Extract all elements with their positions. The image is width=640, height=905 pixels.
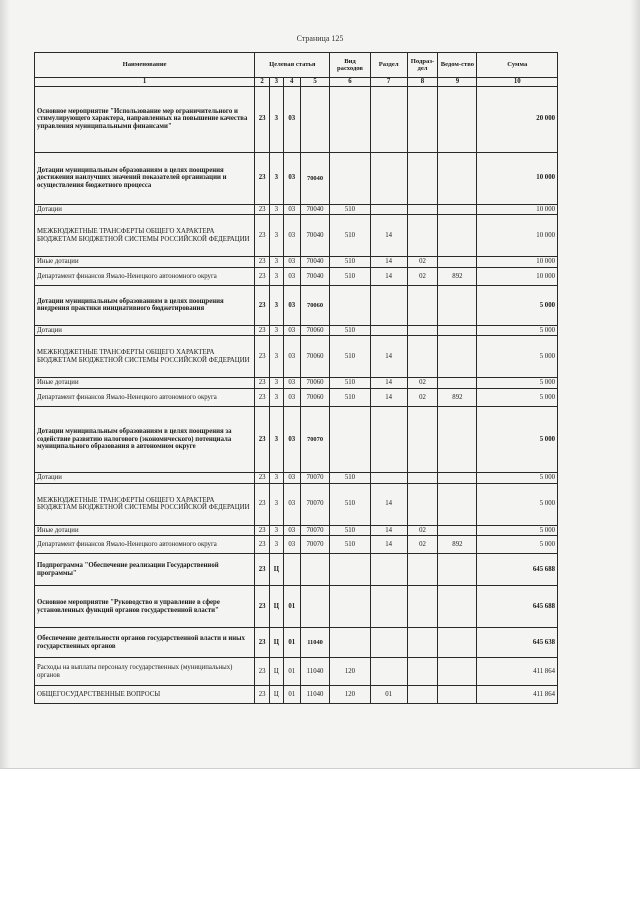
section-code: 14 — [370, 483, 407, 525]
code-part: 23 — [255, 389, 270, 407]
code-number: 70040 — [300, 204, 330, 215]
row-sum: 10 000 — [477, 257, 558, 268]
code-number: 70070 — [300, 536, 330, 554]
code-part: 3 — [270, 483, 284, 525]
table-row — [35, 686, 558, 704]
col-number: 9 — [438, 78, 477, 87]
department-code — [438, 407, 477, 473]
code-part: 23 — [255, 285, 270, 325]
subsection-code — [407, 285, 438, 325]
code-number: 70060 — [300, 389, 330, 407]
table-row — [35, 285, 558, 325]
department-code: 892 — [438, 536, 477, 554]
row-name: Подпрограмма "Обеспечение реализации Государственной программы" — [35, 554, 255, 586]
row-name: Расходы на выплаты персоналу государственных (муниципальных) органов — [35, 658, 255, 686]
section-code: 14 — [370, 389, 407, 407]
row-sum: 5 000 — [477, 525, 558, 536]
section-code — [370, 86, 407, 152]
table-row — [35, 473, 558, 484]
code-part: 3 — [270, 407, 284, 473]
code-part: 03 — [283, 86, 300, 152]
row-sum: 5 000 — [477, 336, 558, 378]
code-part: 3 — [270, 152, 284, 204]
expense-type — [330, 554, 370, 586]
col-number: 6 — [330, 78, 370, 87]
department-code — [438, 586, 477, 628]
code-part: Ц — [270, 658, 284, 686]
table-row — [35, 407, 558, 473]
code-part: 23 — [255, 378, 270, 389]
department-code — [438, 686, 477, 704]
code-part: 23 — [255, 86, 270, 152]
department-code — [438, 378, 477, 389]
code-part: 23 — [255, 628, 270, 658]
row-name: МЕЖБЮДЖЕТНЫЕ ТРАНСФЕРТЫ ОБЩЕГО ХАРАКТЕРА БЮДЖЕТАМ БЮДЖЕТНОЙ СИСТЕМЫ РОССИЙСКОЙ ФЕДЕРАЦИИ — [35, 336, 255, 378]
row-sum: 5 000 — [477, 285, 558, 325]
table-row — [35, 204, 558, 215]
code-number: 11040 — [300, 628, 330, 658]
expense-type — [330, 586, 370, 628]
code-number: 70040 — [300, 152, 330, 204]
row-sum: 411 864 — [477, 658, 558, 686]
department-code — [438, 628, 477, 658]
code-part: 3 — [270, 336, 284, 378]
code-part: 03 — [283, 215, 300, 257]
table-row — [35, 586, 558, 628]
table-row — [35, 525, 558, 536]
subsection-code: 02 — [407, 525, 438, 536]
table-row — [35, 215, 558, 257]
code-part: 03 — [283, 536, 300, 554]
code-part: 3 — [270, 536, 284, 554]
table-body — [35, 86, 558, 704]
code-part: 3 — [270, 215, 284, 257]
row-sum: 10 000 — [477, 204, 558, 215]
subsection-code: 02 — [407, 389, 438, 407]
subsection-code — [407, 483, 438, 525]
table-row — [35, 86, 558, 152]
col-number: 8 — [407, 78, 438, 87]
expense-type — [330, 285, 370, 325]
code-part: 03 — [283, 407, 300, 473]
section-code — [370, 204, 407, 215]
subsection-code — [407, 554, 438, 586]
header-section: Раздел — [370, 53, 407, 78]
row-sum: 10 000 — [477, 215, 558, 257]
department-code — [438, 215, 477, 257]
row-sum: 20 000 — [477, 86, 558, 152]
row-sum: 5 000 — [477, 325, 558, 336]
table-row — [35, 378, 558, 389]
expense-type — [330, 407, 370, 473]
department-code — [438, 325, 477, 336]
section-code: 14 — [370, 378, 407, 389]
header-expense-type: Вид расходов — [330, 53, 370, 78]
row-sum: 5 000 — [477, 378, 558, 389]
code-number: 70070 — [300, 525, 330, 536]
subsection-code — [407, 215, 438, 257]
department-code — [438, 658, 477, 686]
section-code — [370, 285, 407, 325]
col-number: 4 — [283, 78, 300, 87]
code-part: 23 — [255, 215, 270, 257]
code-part: 3 — [270, 473, 284, 484]
table-row — [35, 257, 558, 268]
section-code: 14 — [370, 215, 407, 257]
department-code — [438, 152, 477, 204]
code-part: 3 — [270, 325, 284, 336]
code-part: 23 — [255, 325, 270, 336]
department-code — [438, 525, 477, 536]
row-name: Дотации муниципальным образованиям в целях поощрения внедрения практики инициативного бюджетирования — [35, 285, 255, 325]
code-part — [283, 554, 300, 586]
code-number: 70070 — [300, 407, 330, 473]
section-code: 14 — [370, 267, 407, 285]
header-name: Наименование — [35, 53, 255, 78]
code-part: 23 — [255, 152, 270, 204]
row-sum: 645 688 — [477, 554, 558, 586]
code-number: 70040 — [300, 215, 330, 257]
header-subsection: Подраз-дел — [407, 53, 438, 78]
row-name: МЕЖБЮДЖЕТНЫЕ ТРАНСФЕРТЫ ОБЩЕГО ХАРАКТЕРА БЮДЖЕТАМ БЮДЖЕТНОЙ СИСТЕМЫ РОССИЙСКОЙ ФЕДЕРАЦИИ — [35, 215, 255, 257]
section-code: 01 — [370, 686, 407, 704]
expense-type: 510 — [330, 257, 370, 268]
code-part: 3 — [270, 86, 284, 152]
row-name: Дотации муниципальным образованиям в целях поощрения достижения наилучших значений показателей организации и осуществления бюджетного процесса — [35, 152, 255, 204]
subsection-code: 02 — [407, 536, 438, 554]
code-part: 03 — [283, 204, 300, 215]
table-row — [35, 658, 558, 686]
row-name: Основное мероприятие "Руководство и управление в сфере установленных функций органов государственной власти" — [35, 586, 255, 628]
subsection-code: 02 — [407, 257, 438, 268]
subsection-code — [407, 686, 438, 704]
row-sum: 411 864 — [477, 686, 558, 704]
section-code: 14 — [370, 536, 407, 554]
department-code — [438, 257, 477, 268]
code-number: 70060 — [300, 378, 330, 389]
section-code: 14 — [370, 525, 407, 536]
column-number-row — [35, 78, 558, 87]
expense-type: 510 — [330, 325, 370, 336]
row-name: Департамент финансов Ямало-Ненецкого автономного округа — [35, 267, 255, 285]
subsection-code — [407, 204, 438, 215]
code-part: 23 — [255, 536, 270, 554]
subsection-code — [407, 407, 438, 473]
department-code — [438, 483, 477, 525]
code-part: 03 — [283, 378, 300, 389]
row-sum: 5 000 — [477, 536, 558, 554]
header-sum: Сумма — [477, 53, 558, 78]
col-number: 3 — [270, 78, 284, 87]
col-number: 5 — [300, 78, 330, 87]
row-sum: 5 000 — [477, 483, 558, 525]
col-number: 10 — [477, 78, 558, 87]
code-number — [300, 586, 330, 628]
code-part: 23 — [255, 204, 270, 215]
code-part: 3 — [270, 389, 284, 407]
expense-type: 510 — [330, 336, 370, 378]
section-code: 14 — [370, 257, 407, 268]
expense-type — [330, 152, 370, 204]
code-part: 03 — [283, 267, 300, 285]
expense-type: 120 — [330, 658, 370, 686]
code-number: 11040 — [300, 686, 330, 704]
subsection-code: 02 — [407, 267, 438, 285]
table-row — [35, 554, 558, 586]
table-row — [35, 483, 558, 525]
page-number: Страница 125 — [296, 34, 344, 43]
col-number: 2 — [255, 78, 270, 87]
budget-table — [34, 52, 558, 704]
code-part: 23 — [255, 658, 270, 686]
code-part: 3 — [270, 378, 284, 389]
department-code — [438, 285, 477, 325]
department-code — [438, 473, 477, 484]
header-department: Ведом-ство — [438, 53, 477, 78]
subsection-code — [407, 586, 438, 628]
code-number: 70060 — [300, 285, 330, 325]
row-name: ОБЩЕГОСУДАРСТВЕННЫЕ ВОПРОСЫ — [35, 686, 255, 704]
subsection-code — [407, 336, 438, 378]
section-code: 14 — [370, 336, 407, 378]
department-code — [438, 204, 477, 215]
code-part: 23 — [255, 525, 270, 536]
row-name: Иные дотации — [35, 525, 255, 536]
code-part: 23 — [255, 686, 270, 704]
table-row — [35, 389, 558, 407]
row-sum: 10 000 — [477, 152, 558, 204]
subsection-code — [407, 658, 438, 686]
code-part: 01 — [283, 686, 300, 704]
row-name: Иные дотации — [35, 257, 255, 268]
expense-type: 510 — [330, 215, 370, 257]
code-part: 23 — [255, 473, 270, 484]
subsection-code — [407, 86, 438, 152]
expense-type — [330, 628, 370, 658]
code-part: 03 — [283, 473, 300, 484]
scan-shadow-left — [0, 0, 10, 768]
code-part: 03 — [283, 285, 300, 325]
expense-type: 510 — [330, 483, 370, 525]
expense-type: 510 — [330, 525, 370, 536]
row-sum: 5 000 — [477, 407, 558, 473]
subsection-code — [407, 473, 438, 484]
code-part: 3 — [270, 257, 284, 268]
row-sum: 5 000 — [477, 389, 558, 407]
code-part: 23 — [255, 267, 270, 285]
subsection-code: 02 — [407, 378, 438, 389]
row-name: Дотации муниципальным образованиям в целях поощрения за содействие развитию налогового (экономического) потенциала муниципального образования в автономном округе — [35, 407, 255, 473]
row-name: МЕЖБЮДЖЕТНЫЕ ТРАНСФЕРТЫ ОБЩЕГО ХАРАКТЕРА БЮДЖЕТАМ БЮДЖЕТНОЙ СИСТЕМЫ РОССИЙСКОЙ ФЕДЕРАЦИИ — [35, 483, 255, 525]
expense-type: 510 — [330, 536, 370, 554]
code-number: 70040 — [300, 267, 330, 285]
department-code: 892 — [438, 267, 477, 285]
department-code — [438, 336, 477, 378]
code-number — [300, 554, 330, 586]
department-code: 892 — [438, 389, 477, 407]
code-number: 70070 — [300, 473, 330, 484]
section-code — [370, 628, 407, 658]
col-number: 7 — [370, 78, 407, 87]
row-name: Иные дотации — [35, 378, 255, 389]
expense-type: 120 — [330, 686, 370, 704]
expense-type: 510 — [330, 204, 370, 215]
row-name: Дотации — [35, 325, 255, 336]
row-sum: 645 688 — [477, 586, 558, 628]
code-part: 3 — [270, 267, 284, 285]
subsection-code — [407, 628, 438, 658]
header-row — [35, 53, 558, 78]
code-part: 01 — [283, 586, 300, 628]
code-part: 23 — [255, 336, 270, 378]
col-number: 1 — [35, 78, 255, 87]
table-row — [35, 628, 558, 658]
department-code — [438, 86, 477, 152]
code-part: Ц — [270, 628, 284, 658]
subsection-code — [407, 152, 438, 204]
row-name: Дотации — [35, 473, 255, 484]
code-part: 3 — [270, 204, 284, 215]
code-part: 23 — [255, 483, 270, 525]
code-number — [300, 86, 330, 152]
code-part: 23 — [255, 407, 270, 473]
table-row — [35, 336, 558, 378]
code-part: 01 — [283, 628, 300, 658]
row-sum: 10 000 — [477, 267, 558, 285]
code-part: 03 — [283, 152, 300, 204]
row-name: Департамент финансов Ямало-Ненецкого автономного округа — [35, 389, 255, 407]
row-name: Основное мероприятие "Использование мер ограничительного и стимулирующего характера, направленных на повышение качества управления муниципальными финансами" — [35, 86, 255, 152]
code-part: 03 — [283, 483, 300, 525]
section-code — [370, 325, 407, 336]
code-part: 23 — [255, 257, 270, 268]
row-sum: 5 000 — [477, 473, 558, 484]
subsection-code — [407, 325, 438, 336]
section-code — [370, 586, 407, 628]
row-sum: 645 638 — [477, 628, 558, 658]
code-part: 3 — [270, 285, 284, 325]
code-part: 03 — [283, 389, 300, 407]
code-number: 70060 — [300, 336, 330, 378]
code-part: 03 — [283, 336, 300, 378]
table-row — [35, 536, 558, 554]
code-part: Ц — [270, 686, 284, 704]
table-row — [35, 325, 558, 336]
code-part: 01 — [283, 658, 300, 686]
section-code — [370, 473, 407, 484]
code-part: Ц — [270, 554, 284, 586]
code-number: 70040 — [300, 257, 330, 268]
code-part: 23 — [255, 554, 270, 586]
row-name: Обеспечение деятельности органов государственной власти и иных государственных органов — [35, 628, 255, 658]
section-code — [370, 407, 407, 473]
code-number: 70070 — [300, 483, 330, 525]
row-name: Дотации — [35, 204, 255, 215]
code-part: 03 — [283, 525, 300, 536]
code-part: 03 — [283, 325, 300, 336]
code-part: 23 — [255, 586, 270, 628]
table-row — [35, 267, 558, 285]
department-code — [438, 554, 477, 586]
header-target-article: Целевая статья — [255, 53, 330, 78]
expense-type: 510 — [330, 267, 370, 285]
table-row — [35, 152, 558, 204]
code-part: 3 — [270, 525, 284, 536]
row-name: Департамент финансов Ямало-Ненецкого автономного округа — [35, 536, 255, 554]
scan-shadow-right — [630, 0, 640, 768]
expense-type: 510 — [330, 389, 370, 407]
code-part: 03 — [283, 257, 300, 268]
expense-type: 510 — [330, 378, 370, 389]
section-code — [370, 152, 407, 204]
section-code — [370, 658, 407, 686]
section-code — [370, 554, 407, 586]
code-number: 11040 — [300, 658, 330, 686]
code-number: 70060 — [300, 325, 330, 336]
expense-type: 510 — [330, 473, 370, 484]
expense-type — [330, 86, 370, 152]
code-part: Ц — [270, 586, 284, 628]
